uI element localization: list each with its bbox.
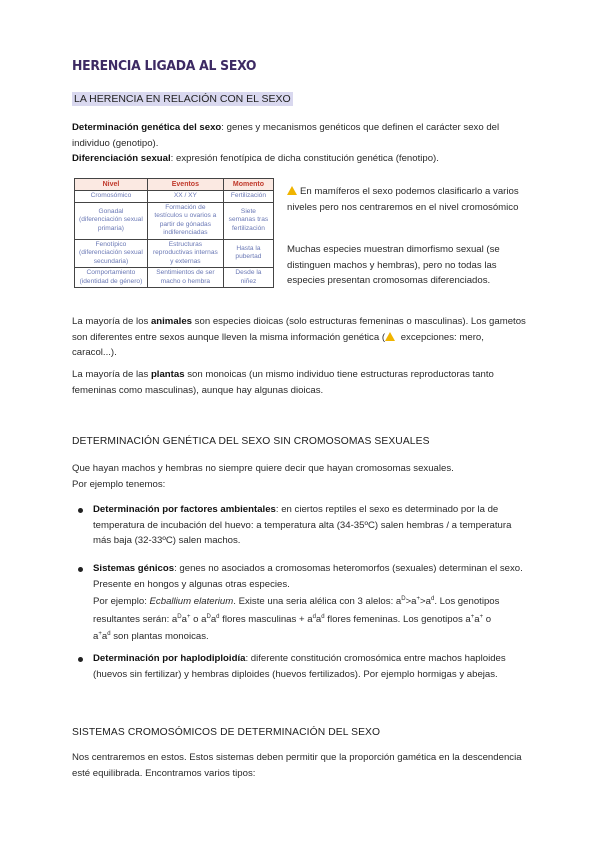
- animals-pre: La mayoría de los: [72, 316, 151, 327]
- section-heading-sistemas: SISTEMAS CROMOSÓMICOS DE DETERMINACIÓN DEL SEXO: [72, 727, 381, 738]
- table-cell: Desde la niñez: [223, 268, 273, 288]
- table-row: [75, 202, 274, 239]
- bullet-dot: [78, 657, 83, 662]
- animals-end: excepciones: mero, caracol...).: [72, 331, 484, 358]
- section3-text: Nos centraremos en estos. Estos sistemas deben permitir que la proporción gamética en la descendencia esté equilibrada. Encontramos varios tipos:: [72, 752, 522, 779]
- table-header-cell: Nivel: [75, 179, 148, 191]
- def1-term: Determinación genética del sexo: [72, 122, 222, 133]
- table-cell: Cromosómico: [75, 191, 148, 203]
- b1-text: : en ciertos reptiles el sexo es determinado por la de temperatura de incubación del huevo: a temperatura alta (34-35ºC) salen hembras / a temperatura más baja (32-33ºC) salen machos.: [93, 504, 512, 546]
- b1-term: Determinación por factores ambientales: [93, 504, 276, 515]
- table-header-row: [75, 179, 274, 191]
- table-header-cell: Momento: [223, 179, 273, 191]
- table-header-cell: Eventos: [147, 179, 223, 191]
- table-cell: Siete semanas tras fertilización: [223, 202, 273, 239]
- animals-paragraph: [72, 314, 530, 361]
- table-cell: XX / XY: [147, 191, 223, 203]
- bullet-genicos: Sistemas génicos: genes no asociados a cromosomas heteromorfos (sexuales) determinan el sexo. Presente en hongos y algunas otras especies. Por ejemplo: Ecballium elaterium. Existe una seria alélica con 3 alelos: $a^D>a^+>a^d$. Los genotipos resultantes serán: $a^Da^+$ o $a^Da^d$ flores masculinas + $a^da^d$ flores femeninas. Los genotipos a+a+ o $a^+a^d$ son plantas monoicas.: [93, 563, 523, 643]
- sex-levels-table: [74, 178, 274, 288]
- table-row: [75, 268, 274, 288]
- section-heading-herencia: LA HERENCIA EN RELACIÓN CON EL SEXO: [74, 93, 291, 105]
- side-paragraph-1: [287, 184, 522, 215]
- b3-term: Determinación por haplodiploidía: [93, 653, 246, 664]
- table-cell: Estructuras reproductivas internas y externas: [147, 239, 223, 268]
- warning-icon: [385, 332, 395, 341]
- table-cell: Sentimientos de ser macho o hembra: [147, 268, 223, 288]
- warning-icon: [287, 186, 297, 195]
- b2-example-pre: Por ejemplo:: [93, 596, 150, 608]
- b2-line2: resultantes serán: a: [93, 613, 178, 625]
- table-row: [75, 239, 274, 268]
- b3-text: : diferente constitución cromosómica entre machos haploides (huevos sin fertilizar) y hembras diploides (huevos fertilizados). Por ejemplo hormigas y abejas.: [93, 653, 506, 680]
- page-title: HERENCIA LIGADA AL SEXO: [72, 58, 257, 74]
- section2-intro: [72, 461, 530, 492]
- intro-line-2: Por ejemplo tenemos:: [72, 478, 166, 490]
- table-cell: Fenotípico (diferenciación sexual secundaria): [75, 239, 148, 268]
- table-cell: Fertilización: [223, 191, 273, 203]
- plants-term: plantas: [150, 369, 185, 380]
- table-cell: Gonadal (diferenciación sexual primaria): [75, 202, 148, 239]
- b2-line3-tail: son plantas monoicas.: [110, 631, 209, 643]
- b2-species: Ecballium elaterium: [149, 596, 234, 608]
- table-cell: Formación de testículos u ovarios a partir de gónadas indiferenciadas: [147, 202, 223, 239]
- b2-example-post: . Existe una seria alélica con 3 alelos: a: [233, 596, 402, 608]
- b2-term: Sistemas génicos: [93, 563, 175, 574]
- section-heading-sin-cromosomas: DETERMINACIÓN GENÉTICA DEL SEXO SIN CROMOSOMAS SEXUALES: [72, 436, 430, 447]
- bullet-dot: [78, 567, 83, 572]
- def2-term: Diferenciación sexual: [72, 153, 171, 164]
- definitions-block: [72, 120, 527, 167]
- intro-line-1: Que hayan machos y hembras no siempre quiere decir que hayan cromosomas sexuales.: [72, 463, 454, 474]
- def2-text: : expresión fenotípica de dicha constitución genética (fenotipo).: [170, 153, 439, 164]
- side-paragraph-2: Muchas especies muestran dimorfismo sexual (se distinguen machos y hembras), pero no todas las especies presentan cromosomas diferenciados.: [287, 244, 500, 286]
- bullet-ambientales: [93, 502, 528, 549]
- table-cell: Hasta la pubertad: [223, 239, 273, 268]
- plants-paragraph: [72, 367, 530, 398]
- plants-pre: La mayoría de las: [72, 369, 151, 380]
- table-row: [75, 191, 274, 203]
- bullet-dot: [78, 508, 83, 513]
- animals-post: son especies dioicas (solo estructuras femeninas o masculinas). Los gametos son diferentes entre sexos aunque lleven la misma información genética (: [72, 316, 526, 343]
- animals-term: animales: [150, 316, 193, 327]
- side-paragraph-1-text: En mamíferos el sexo podemos clasificarlo a varios niveles pero nos centraremos en el nivel cromosómico: [287, 186, 519, 213]
- b2-text: : genes no asociados a cromosomas heteromorfos (sexuales) determinan el sexo. Presente en hongos y algunas otras especies.: [93, 563, 523, 590]
- def1-text: : genes y mecanismos genéticos que definen el carácter sexo del individuo (genotipo).: [72, 122, 500, 149]
- bullet-haplodiploidia: [93, 651, 528, 682]
- plants-post: son monoicas (un mismo individuo tiene estructuras reproductoras tanto femeninas como masculinas), aunque hay algunas dioicas.: [72, 369, 494, 396]
- table-cell: Comportamiento (identidad de género): [75, 268, 148, 288]
